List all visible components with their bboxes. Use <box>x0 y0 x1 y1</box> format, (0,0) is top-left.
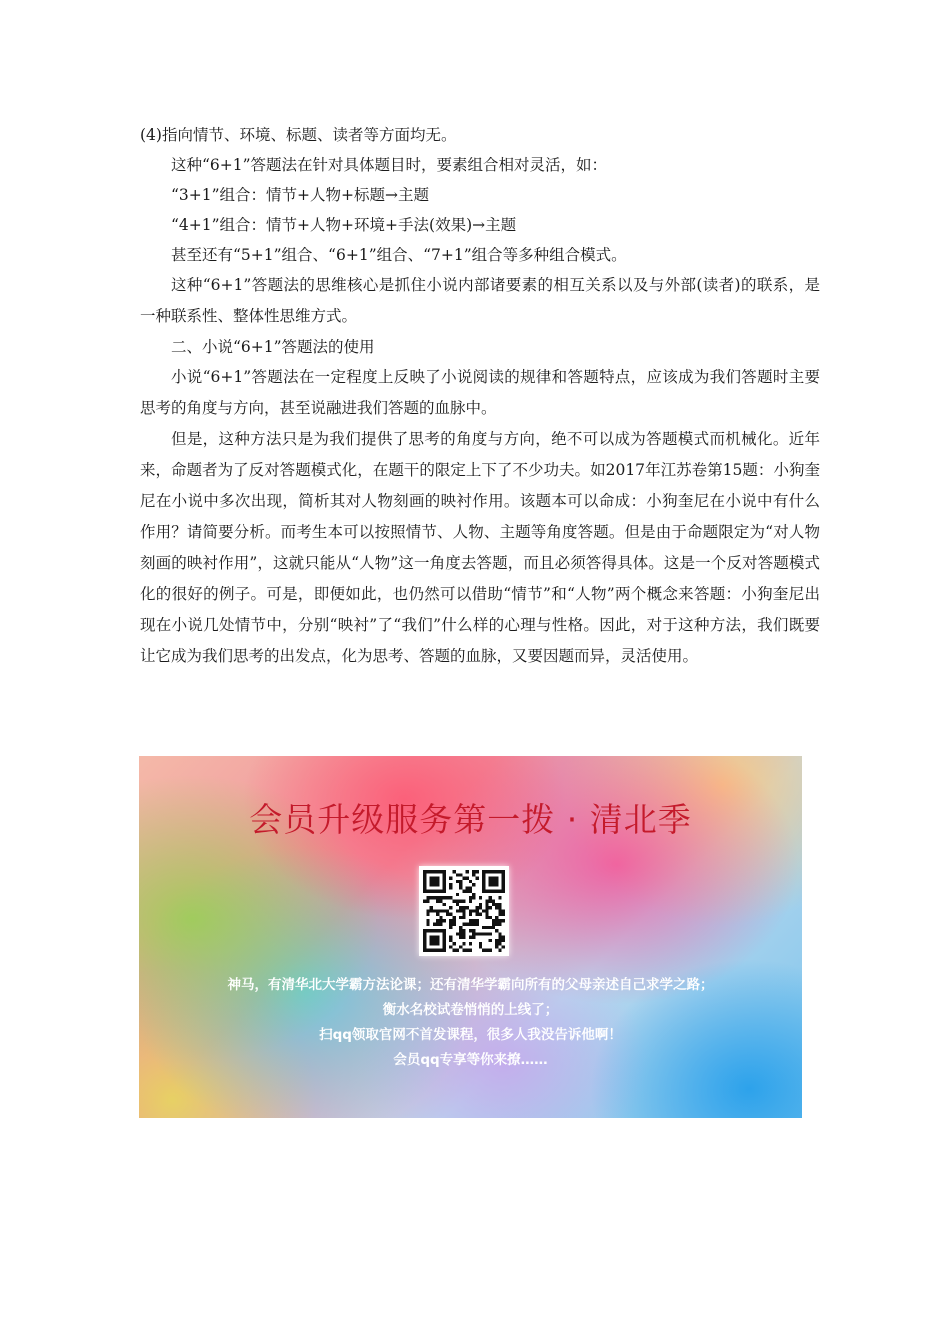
article-line: (4)指向情节、环境、标题、读者等方面均无。 <box>140 126 457 144</box>
article-paragraph: 小说“6+1”答题法在一定程度上反映了小说阅读的规律和答题特点，应该成为我们答题时主要思考的角度与方向，甚至说融进我们答题的血脉中。 <box>140 368 820 417</box>
promo-line: 扫qq领取官网不首发课程，很多人我没告诉他啊！ <box>319 1027 622 1043</box>
section-heading: 二、小说“6+1”答题法的使用 <box>171 338 375 356</box>
article-paragraph: 但是，这种方法只是为我们提供了思考的角度与方向，绝不可以成为答题模式而机械化。近年来，命题者为了反对答题模式化，在题干的限定上下了不少功夫。如2017年江苏卷第15题：小狗奎尼在小说中多次出现，简析其对人物刻画的映衬作用。该题本可以命成：小狗奎尼在小说中有什么作用？请简要分析。而考生本可以按照情节、人物、主题等角度答题。但是由于命题限定为“对人物刻画的映衬作用”，这就只能从“人物”这一角度去答题，而且必须答得具体。这是一个反对答题模式化的很好的例子。可是，即便如此，也仍然可以借助“情节”和“人物”两个概念来答题：小狗奎尼出现在小说几处情节中，分别“映衬”了“我们”什么样的心理与性格。因此，对于这种方法，我们既要让它成为我们思考的出发点，化为思考、答题的血脉，又要因题而异，灵活使用。 <box>140 430 820 665</box>
promo-line: 神马，有清华北大学霸方法论课；还有清华学霸向所有的父母亲述自己求学之路； <box>227 977 714 993</box>
promo-text <box>139 973 802 1073</box>
promo-line: 衡水名校试卷悄悄的上线了； <box>382 1002 559 1018</box>
article-line: 这种“6+1”答题法在针对具体题目时，要素组合相对灵活，如： <box>171 156 608 174</box>
promo-title: 会员升级服务第一拨 · 清北季 <box>249 800 692 839</box>
article-line: “3+1”组合：情节+人物+标题→主题 <box>171 186 430 204</box>
qr-code-icon[interactable] <box>419 866 509 956</box>
article-paragraph: 这种“6+1”答题法的思维核心是抓住小说内部诸要素的相互关系以及与外部(读者)的联系，是一种联系性、整体性思维方式。 <box>140 276 820 325</box>
article-line: 甚至还有“5+1”组合、“6+1”组合、“7+1”组合等多种组合模式。 <box>171 246 627 264</box>
article-body <box>140 120 820 672</box>
article-line: “4+1”组合：情节+人物+环境+手法(效果)→主题 <box>171 216 517 234</box>
promo-banner[interactable] <box>139 756 802 1118</box>
promo-line: 会员qq专享等你来撩…… <box>393 1052 548 1068</box>
